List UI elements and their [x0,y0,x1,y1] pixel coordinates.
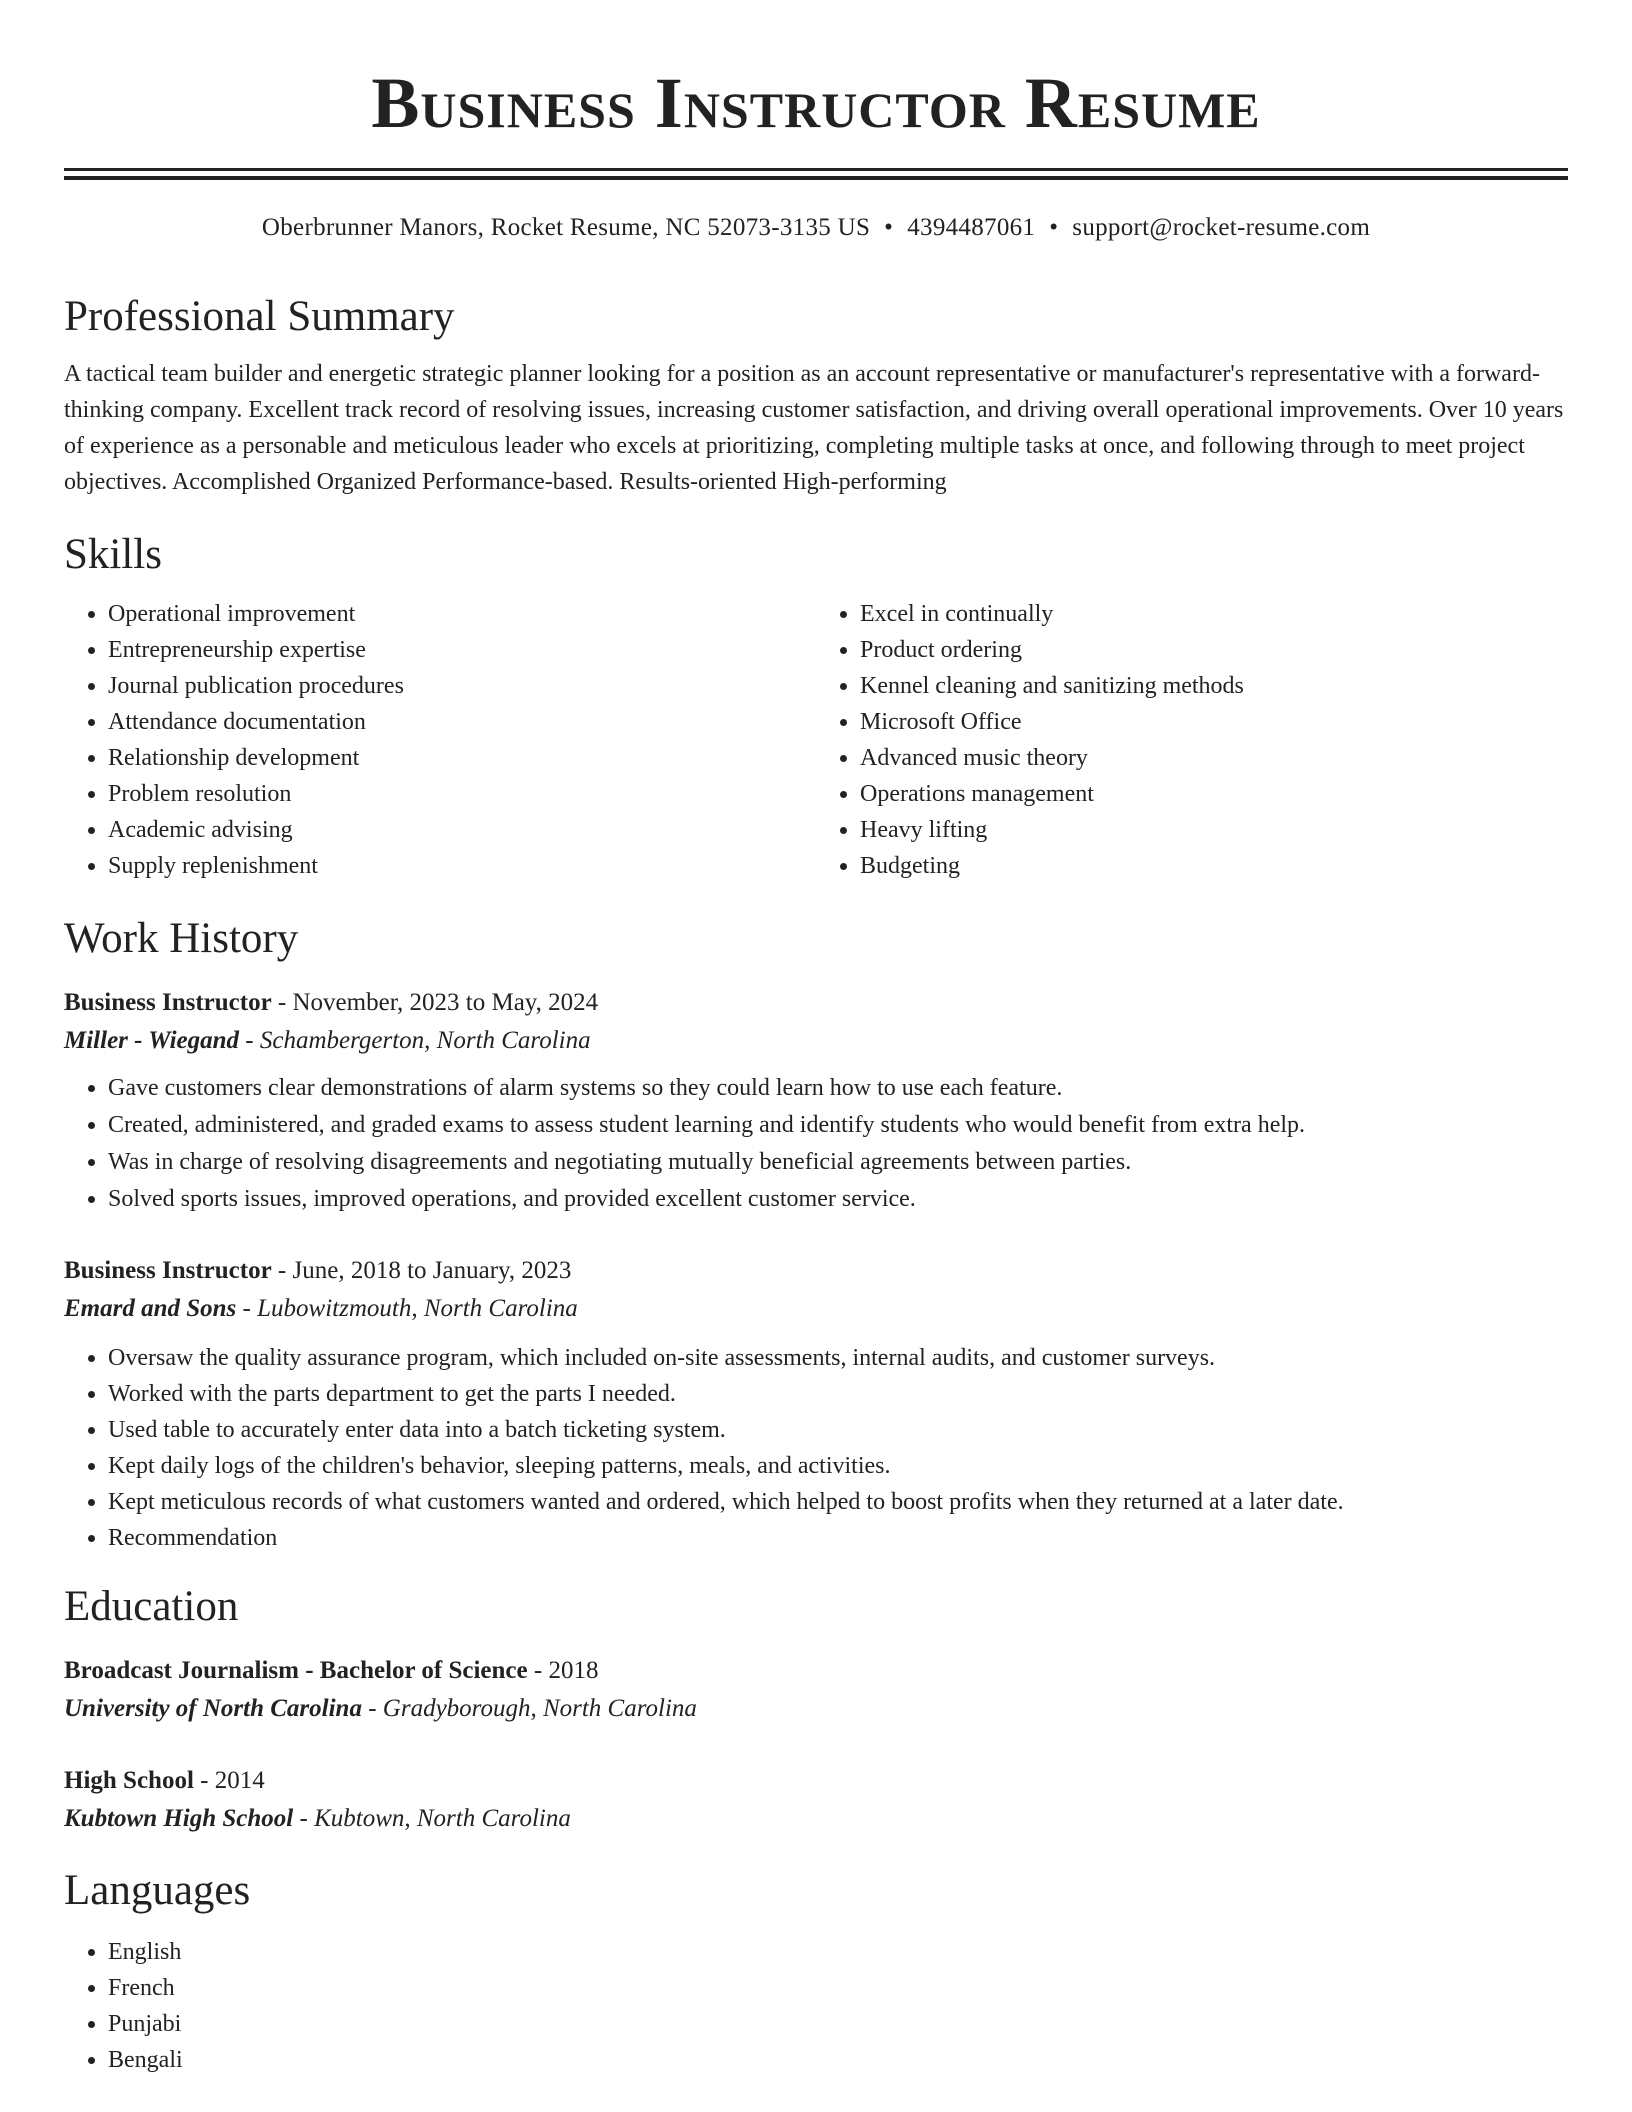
contact-email: support@rocket-resume.com [1072,214,1371,241]
school-name: Kubtown High School [64,1805,294,1832]
job-bullets [64,1070,1568,1218]
languages-heading: Languages [64,1867,251,1914]
job-dates: November, 2023 to May, 2024 [292,989,599,1016]
job-bullet: • Kept daily logs of the children's behavior, sleeping patterns, meals, and activities. [108,1448,1568,1484]
job-bullet: • Used table to accurately enter data into a batch ticketing system. [108,1412,1568,1448]
skills-column-right [816,596,1568,884]
skill-item: • Operations management [860,776,1568,812]
school-location: Kubtown, North Carolina [314,1805,571,1832]
school-line [64,1800,1568,1838]
job-bullet: • Worked with the parts department to get the parts I needed. [108,1376,1568,1412]
language-item: • French [108,1970,1568,2006]
skill-item: • Excel in continually [860,596,1568,632]
language-item: • English [108,1934,1568,1970]
skill-item: • Advanced music theory [860,740,1568,776]
job-bullet: • Oversaw the quality assurance program, which included on-site assessments, internal audits, and customer surveys. [108,1340,1568,1376]
summary-text: A tactical team builder and energetic strategic planner looking for a position as an account representative or manufacturer's representative with a forward-thinking company. Excellent track record of resolving issues, increasing customer satisfaction, and driving overall operational improvements. Over 10 years of experience as a personable and meticulous leader who excels at prioritizing, completing multiple tasks at once, and following through to meet project objectives. Accomplished Organized Performance-based. Results-oriented High-performing [64,361,1564,495]
contact-address: Oberbrunner Manors, Rocket Resume, NC 52073-3135 US [261,214,871,241]
contact-phone: 4394487061 [907,214,1036,241]
skill-item: • Budgeting [860,848,1568,884]
employer-name: Miller - Wiegand [64,1027,240,1054]
language-item: • Punjabi [108,2006,1568,2042]
job-bullet: • Was in charge of resolving disagreements and negotiating mutually beneficial agreements between parties. [108,1144,1568,1181]
skill-item: • Relationship development [108,740,816,776]
skill-item: • Academic advising [108,812,816,848]
skills-heading: Skills [64,531,162,578]
degree-line [64,1652,1568,1690]
job-title-line [64,984,1568,1022]
contact-line [64,212,1568,244]
job-dates: June, 2018 to January, 2023 [292,1257,572,1284]
languages-list [64,1934,1568,2078]
skill-item: • Heavy lifting [860,812,1568,848]
degree-name: High School [64,1767,194,1794]
school-location: Gradyborough, North Carolina [382,1695,697,1722]
skill-item: • Supply replenishment [108,848,816,884]
dash: - [293,1805,315,1832]
job-title: Business Instructor [64,1257,272,1284]
job-title-line [64,1252,1568,1290]
job-entry [64,984,1568,1218]
skill-item: • Kennel cleaning and sanitizing methods [860,668,1568,704]
dash: - [239,1027,260,1054]
job-bullet: • Solved sports issues, improved operations, and provided excellent customer service. [108,1181,1568,1218]
employer-name: Emard and Sons [64,1295,237,1322]
skill-item: • Attendance documentation [108,704,816,740]
job-entry [64,1252,1568,1556]
dash: - [193,1767,215,1794]
school-line [64,1690,1568,1728]
employer-location: Lubowitzmouth, North Carolina [257,1295,578,1322]
employer-line [64,1290,1568,1328]
employer-location: Schambergerton, North Carolina [259,1027,591,1054]
work-history-heading: Work History [64,915,299,962]
dash: - [527,1657,549,1684]
title-rule-top [64,168,1568,171]
education-entry [64,1652,1568,1728]
title-rule-bottom [64,176,1568,180]
resume-title: Business Instructor Resume [371,63,1261,143]
language-item: • Bengali [108,2042,1568,2078]
skill-item: • Journal publication procedures [108,668,816,704]
skills-list [64,596,1568,884]
job-bullet: • Recommendation [108,1520,1568,1556]
job-bullet: • Created, administered, and graded exams to assess student learning and identify students who would benefit from extra help. [108,1107,1568,1144]
education-entry [64,1762,1568,1838]
skill-item: • Operational improvement [108,596,816,632]
dash: - [271,1257,293,1284]
dash: - [236,1295,258,1322]
skill-item: • Microsoft Office [860,704,1568,740]
skill-item: • Entrepreneurship expertise [108,632,816,668]
contact-separator: • [1049,214,1059,241]
contact-separator: • [884,214,894,241]
skills-column-left [64,596,816,884]
summary-heading: Professional Summary [64,293,455,340]
job-bullets [64,1340,1568,1556]
job-bullet: • Gave customers clear demonstrations of alarm systems so they could learn how to use each feature. [108,1070,1568,1107]
job-bullet: • Kept meticulous records of what customers wanted and ordered, which helped to boost profits when they returned at a later date. [108,1484,1568,1520]
employer-line [64,1022,1568,1060]
degree-year: 2018 [548,1657,599,1684]
dash: - [271,989,293,1016]
degree-name: Broadcast Journalism - Bachelor of Science [64,1657,528,1684]
dash: - [361,1695,383,1722]
school-name: University of North Carolina [64,1695,362,1722]
education-heading: Education [64,1583,239,1630]
skill-item: • Problem resolution [108,776,816,812]
skill-item: • Product ordering [860,632,1568,668]
job-title: Business Instructor [64,989,272,1016]
degree-line [64,1762,1568,1800]
degree-year: 2014 [214,1767,265,1794]
